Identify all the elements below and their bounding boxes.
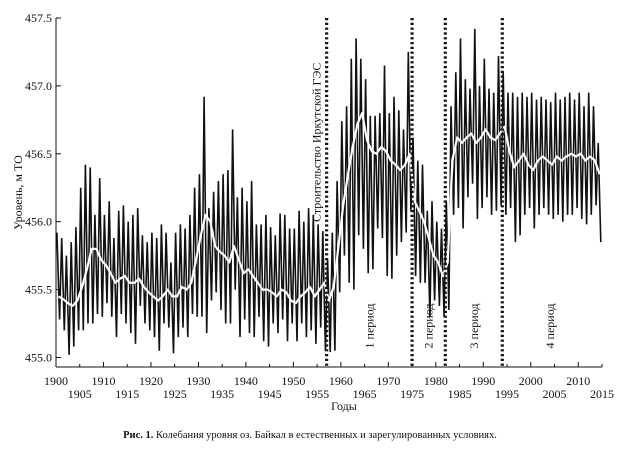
x-tick-label: 1960 (328, 374, 353, 388)
x-tick-label: 1930 (186, 374, 211, 388)
period-label: 4 период (542, 303, 557, 349)
x-tick-label: 1900 (44, 374, 68, 388)
x-tick-label: 1920 (138, 374, 163, 388)
y-tick-label: 456.0 (25, 214, 52, 229)
period-label: 3 период (466, 303, 481, 349)
y-tick-label: 455.5 (25, 282, 52, 297)
x-tick-label: 1940 (233, 374, 258, 388)
y-tick-label: 457.5 (25, 11, 52, 25)
figure-caption (0, 430, 620, 441)
y-axis-label: Уровень, м ТО (11, 155, 25, 230)
x-axis-label: Годы (331, 399, 357, 413)
y-tick-label: 456.5 (25, 146, 52, 161)
x-tick-label: 1995 (495, 387, 520, 401)
x-tick-label: 1955 (305, 387, 330, 401)
x-tick-label: 1915 (115, 387, 140, 401)
x-tick-label: 1925 (162, 387, 187, 401)
x-tick-label: 2000 (518, 374, 543, 388)
x-tick-label: 2010 (566, 374, 591, 388)
marker-label: Строительство Иркутской ГЭС (309, 62, 324, 222)
x-tick-label: 1965 (352, 387, 377, 401)
x-tick-label: 1950 (281, 374, 306, 388)
caption-prefix: Рис. 1. (123, 430, 154, 441)
x-tick-label: 1910 (91, 374, 116, 388)
x-tick-label: 1985 (447, 387, 472, 401)
period-label: 2 период (421, 303, 436, 349)
x-tick-label: 1975 (400, 387, 425, 401)
x-tick-label: 2015 (590, 387, 614, 401)
x-tick-label: 1980 (423, 374, 448, 388)
x-tick-label: 2005 (542, 387, 567, 401)
y-tick-label: 455.0 (25, 350, 52, 365)
caption-text: Колебания уровня оз. Байкал в естественных и зарегулированных условиях. (153, 430, 497, 441)
x-tick-label: 1905 (67, 387, 92, 401)
period-label: 1 период (362, 303, 377, 349)
x-tick-label: 1970 (376, 374, 401, 388)
x-tick-label: 1990 (471, 374, 496, 388)
x-tick-label: 1945 (257, 387, 282, 401)
x-tick-label: 1935 (210, 387, 235, 401)
plot-area (11, 11, 614, 413)
y-tick-label: 457.0 (25, 78, 52, 93)
annual-level-trace (57, 29, 601, 355)
